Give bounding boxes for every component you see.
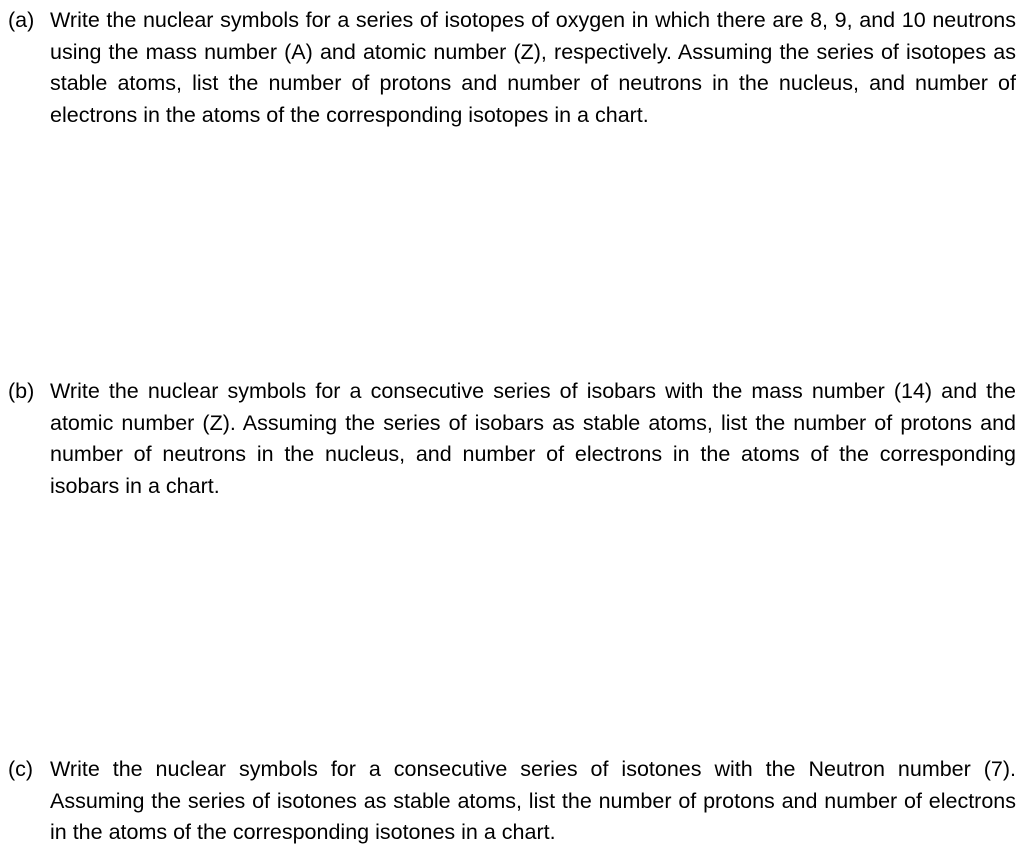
question-c-label: (c) xyxy=(8,757,34,781)
question-c xyxy=(8,754,1016,849)
question-a xyxy=(8,5,1016,131)
question-b-text: Write the nuclear symbols for a consecutive series of isobars with the mass number (14) and the atomic number (Z). Assuming the series of isobars as stable atoms, list the number of protons and number of neutrons in the nucleus, and number of electrons in the atoms of the corresponding isobars in a chart. xyxy=(50,379,1016,498)
question-b-label: (b) xyxy=(8,379,35,403)
question-b xyxy=(8,376,1016,502)
question-a-text: Write the nuclear symbols for a series of isotopes of oxygen in which there are 8, 9, and 10 neutrons using the mass number (A) and atomic number (Z), respectively. Assuming the series of isotopes as stable atoms, list the number of protons and number of neutrons in the nucleus, and number of electrons in the atoms of the corresponding isotopes in a chart. xyxy=(50,8,1016,127)
question-c-text: Write the nuclear symbols for a consecutive series of isotones with the Neutron number (7). Assuming the series of isotones as stable atoms, list the number of protons and number of electrons in the atoms of the corresponding isotones in a chart. xyxy=(50,757,1016,844)
question-a-label: (a) xyxy=(8,8,35,32)
